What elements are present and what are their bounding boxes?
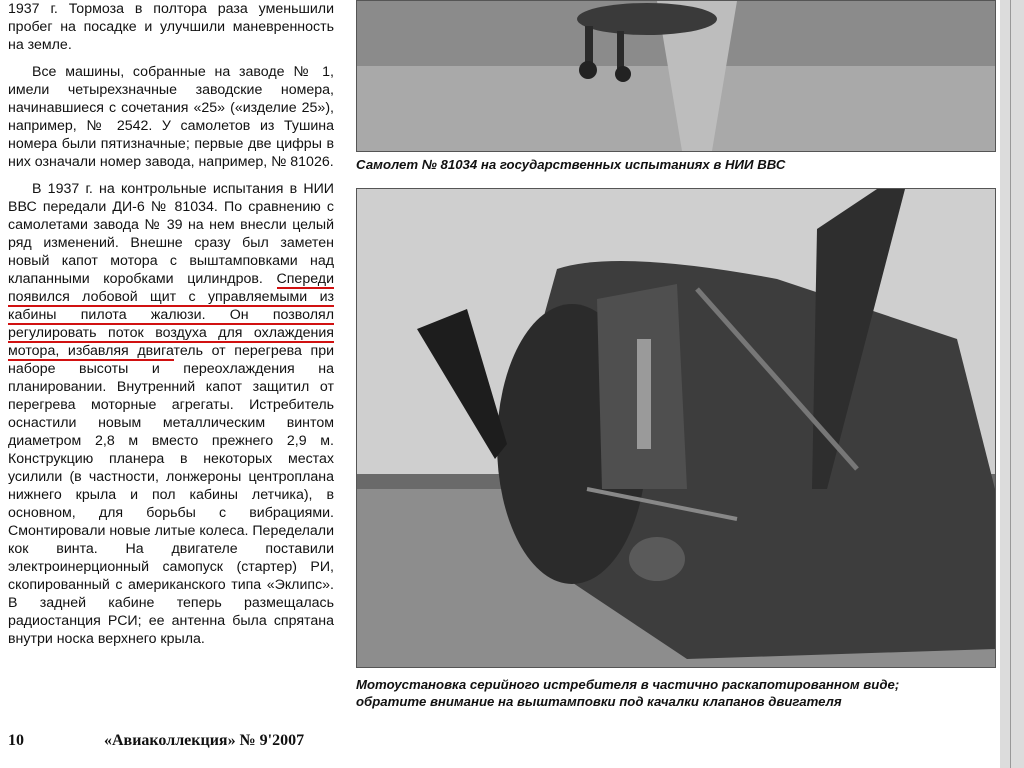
photo-aircraft-front	[356, 0, 996, 152]
aircraft-front-photo-image	[357, 1, 995, 151]
caption-bottom	[356, 676, 996, 710]
magazine-issue: «Авиаколлекция» № 9'2007	[104, 732, 305, 749]
caption-top: Самолет № 81034 на государственных испытаниях в НИИ ВВС	[356, 157, 786, 172]
caption-bottom-line-2: обратите внимание на выштамповки под качалки клапанов двигателя	[356, 694, 842, 709]
trials-text-end: тель от перегрева при наборе высоты и переохлаждения на планировании. Внутренний капот защитил от перегрева моторные агрегаты. Истребитель оснастили новым металлическим винтом диаметром 2,8 м вместо прежнего 2,9 м. Конструкцию планера в некоторых местах усилили (в частности, лонжероны центроплана нижнего крыла и пол кабины летчика), в основном, для борьбы с вибрациями. Смонтировали новые литые колеса. Переделали кок винта. На двигателе поставили электроинерционный самопуск (стартер) РИ, скопированный с американского типа «Эклипс». В задней кабине теперь размещалась радиостанция РСИ; ее антенна была спрятана внутри носка верхнего крыла.	[8, 343, 335, 647]
page-edge-line	[1010, 0, 1011, 768]
engine-installation-photo-image	[357, 189, 995, 667]
photo-engine-installation	[356, 188, 996, 668]
paragraph-trials	[0, 180, 340, 648]
caption-bottom-line-1: Мотоустановка серийного истребителя в частично раскапотированном виде;	[356, 677, 900, 692]
paragraph-serial-numbers: Все машины, собранные на заводе № 1, имели четырехзначные заводские номера, начинавшиеся с сочетания «25» («изделие 25»), например, № 2542. У самолетов из Тушина номера были пятизначные; первые две цифры в них означали номер завода, например, № 81026.	[8, 64, 334, 170]
trials-text-start: В 1937 г. на контрольные испытания в НИИ ВВС передали ДИ-6 № 81034. По сравнению с самолетами завода № 39 на нем внесли целый ряд изменений. Внешне сразу был заметен новый капот мотора с выштамповками над клапанными коробками цилиндров.	[8, 181, 334, 287]
paragraph-brakes: 1937 г. Тормоза в полтора раза уменьшили пробег на посадке и улучшили маневренность на земле.	[8, 1, 334, 53]
text-column	[0, 0, 340, 768]
underlined-passage: Спереди появился лобовой щит с управляемыми из кабины пилота жалюзи. Он позволял регулировать поток воздуха для охлаждения мотора, избавляя двига	[8, 271, 334, 359]
page-number: 10	[8, 732, 24, 749]
page-edge-shadow	[1000, 0, 1024, 768]
